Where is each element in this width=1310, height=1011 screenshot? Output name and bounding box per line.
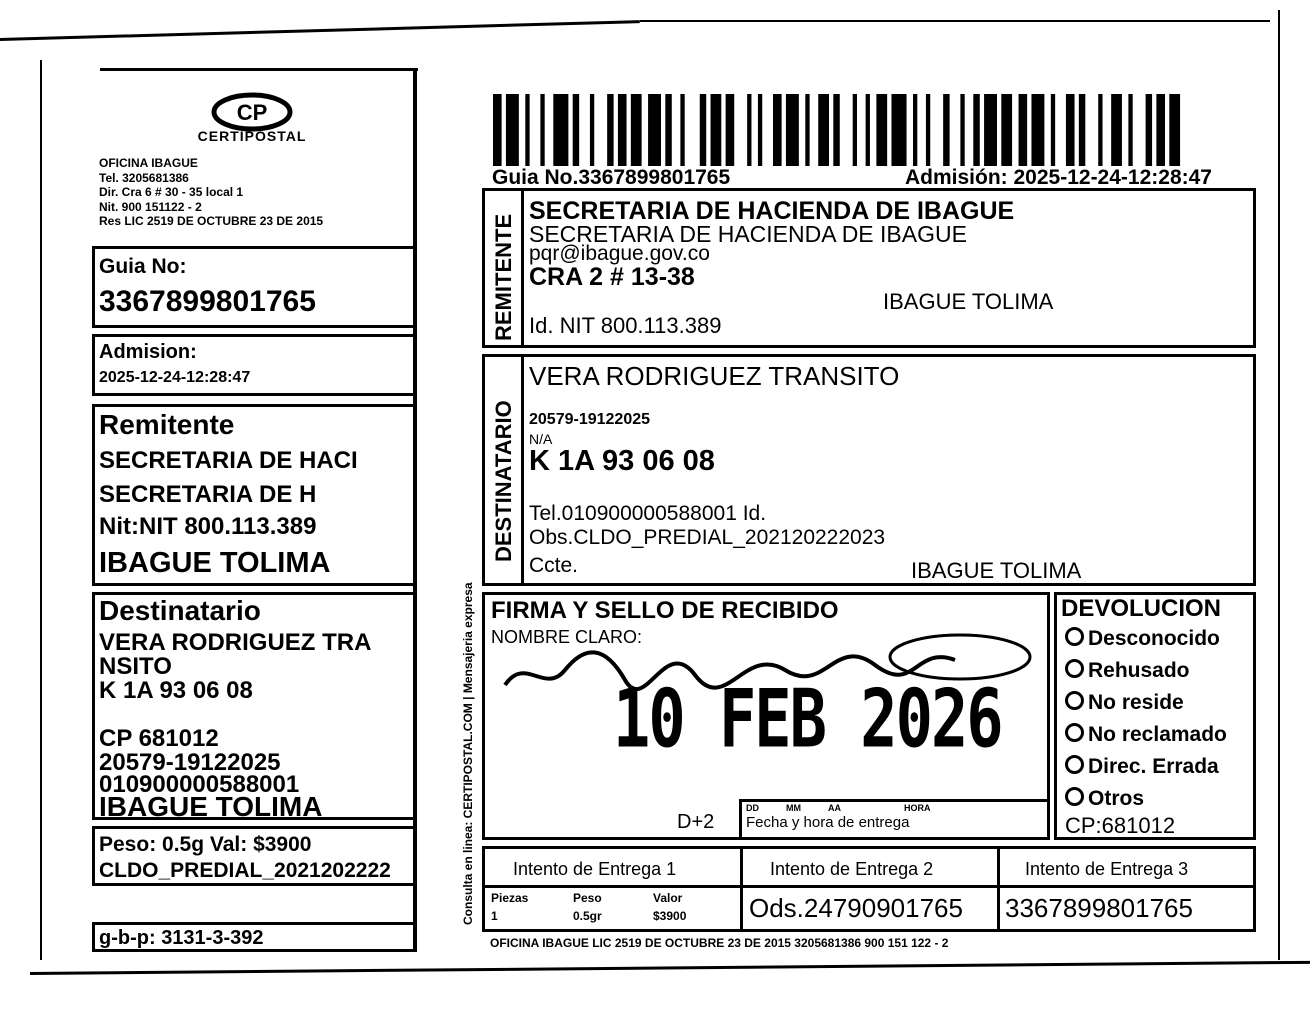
dest-name-line1: VERA RODRIGUEZ TRA <box>99 629 372 656</box>
destinatario-side-label: DESTINATARIO <box>491 400 516 562</box>
return-option-no-reside[interactable]: No reside <box>1065 691 1184 715</box>
rem-name1: SECRETARIA DE HACIENDA DE IBAGUE <box>529 197 1015 225</box>
left-remitente-box <box>92 404 417 586</box>
barcode-bar <box>926 94 930 166</box>
dest-ccte: Ccte. <box>529 554 579 577</box>
piezas-value: 1 <box>491 909 498 923</box>
top-border-line-right <box>640 20 1270 22</box>
intentos-section <box>482 846 1256 932</box>
firma-title: FIRMA Y SELLO DE RECIBIDO <box>491 597 839 624</box>
destinatario-section <box>482 354 1256 586</box>
barcode-bar <box>984 94 997 166</box>
remitente-side-label: REMITENTE <box>491 213 516 341</box>
barcode-bar <box>525 94 529 166</box>
barcode-bar <box>758 94 762 166</box>
delivery-datetime-box <box>739 799 1050 840</box>
bottom-border-line <box>30 961 1310 975</box>
left-guia-box <box>92 246 417 328</box>
guia-number-bottom: 3367899801765 <box>1005 893 1193 923</box>
svg-text:CP: CP <box>236 100 268 125</box>
barcode-bar <box>1019 94 1028 166</box>
remitente-divider <box>521 191 524 345</box>
barcode-bar <box>590 94 594 166</box>
date-col-dd: DD <box>746 803 759 813</box>
top-border-line <box>0 20 640 41</box>
barcode-bar <box>891 94 906 166</box>
radio-icon[interactable] <box>1065 659 1084 678</box>
piezas-label: Piezas <box>491 891 529 905</box>
barcode-bar <box>1098 94 1102 166</box>
remitente-nit: Nit:NIT 800.113.389 <box>99 513 317 540</box>
return-option-direc-errada[interactable]: Direc. Errada <box>1065 755 1219 779</box>
devolucion-title: DEVOLUCION <box>1061 595 1222 622</box>
barcode-bar <box>1001 94 1012 166</box>
barcode-bar <box>876 94 887 166</box>
remitente-city: IBAGUE TOLIMA <box>99 547 331 579</box>
left-admision-box <box>92 334 417 396</box>
barcode-bar <box>665 94 671 166</box>
barcode-bar <box>1128 94 1132 166</box>
right-border-line <box>1278 10 1280 960</box>
peso-label: Peso <box>573 891 602 905</box>
radio-icon[interactable] <box>1065 691 1084 710</box>
barcode-bar <box>943 94 949 166</box>
barcode-bar <box>1079 94 1085 166</box>
rem-id: Id. NIT 800.113.389 <box>529 313 722 338</box>
dest-name: VERA RODRIGUEZ TRANSITO <box>529 361 900 391</box>
barcode-bar <box>700 94 706 166</box>
intentos-divider-h <box>485 885 1253 888</box>
barcode-bar <box>1051 94 1055 166</box>
barcode-bar <box>1111 94 1122 166</box>
office-info <box>99 156 323 229</box>
dest-address-right: K 1A 93 06 08 <box>529 445 715 477</box>
left-destinatario-box <box>92 592 417 820</box>
dest-obs: Obs.CLDO_PREDIAL_202120222023 <box>529 526 886 549</box>
barcode-bar <box>747 94 751 166</box>
dest-tel: Tel.010900000588001 Id. <box>529 502 767 525</box>
barcode-bar <box>618 94 627 166</box>
left-top-line <box>100 68 418 71</box>
dest-cp: CP 681012 <box>99 725 219 752</box>
barcode-bar <box>1169 94 1180 166</box>
rem-email: pqr@ibague.gov.co <box>529 242 710 265</box>
return-option-desconocido[interactable]: Desconocido <box>1065 627 1220 651</box>
observation-ref: CLDO_PREDIAL_2021202222 <box>99 859 391 882</box>
radio-icon[interactable] <box>1065 787 1084 806</box>
office-address: Dir. Cra 6 # 30 - 35 local 1 <box>99 185 244 199</box>
radio-icon[interactable] <box>1065 627 1084 646</box>
barcode-bar <box>506 94 519 166</box>
guia-header: Guia No.3367899801765 <box>492 166 731 189</box>
return-option-rehusado[interactable]: Rehusado <box>1065 659 1190 683</box>
radio-icon[interactable] <box>1065 755 1084 774</box>
rem-name2: SECRETARIA DE HACIENDA DE IBAGUE <box>529 221 967 247</box>
barcode-bar <box>711 94 722 166</box>
return-option-no-reclamado[interactable]: No reclamado <box>1065 723 1227 747</box>
destinatario-divider <box>521 357 524 583</box>
office-phone: Tel. 3205681386 <box>99 170 189 185</box>
dest-name-line2: NSITO <box>99 653 172 680</box>
firma-section <box>482 592 1050 840</box>
vertical-consult-note: Consulta en linea: CERTIPOSTAL.COM | Mensajeria expresa <box>461 582 475 925</box>
barcode-bar <box>553 94 568 166</box>
fecha-hora-label: Fecha y hora de entrega <box>746 814 910 831</box>
dest-phone: 010900000588001 <box>99 771 300 798</box>
rem-address: CRA 2 # 13-38 <box>529 263 695 291</box>
remitente-label: Remitente <box>99 409 235 440</box>
intento-2: Intento de Entrega 2 <box>770 859 934 879</box>
destinatario-label: Destinatario <box>99 595 261 626</box>
barcode-bar <box>1066 94 1075 166</box>
certipostal-logo <box>172 92 332 156</box>
ods-number: Ods.24790901765 <box>749 893 963 923</box>
guia-label: Guia No: <box>99 255 187 278</box>
dest-na: N/A <box>529 431 553 447</box>
remitente-line1: SECRETARIA DE HACI <box>99 447 358 474</box>
date-col-hora: HORA <box>904 803 931 813</box>
remitente-section <box>482 188 1256 348</box>
dest-ref-right: 20579-19122025 <box>529 411 651 428</box>
rem-city: IBAGUE TOLIMA <box>883 289 1054 314</box>
barcode-bar <box>1156 94 1165 166</box>
devolucion-section <box>1054 592 1256 840</box>
barcode-bar <box>973 94 979 166</box>
barcode-bar <box>786 94 799 166</box>
barcode-bar <box>1031 94 1044 166</box>
barcode-bar <box>833 94 839 166</box>
left-gbp-box <box>92 922 417 952</box>
barcode-bar <box>960 94 964 166</box>
intentos-divider-v1 <box>740 849 743 929</box>
nombre-claro-label: NOMBRE CLARO: <box>491 627 643 647</box>
valor-label: Valor <box>653 891 683 905</box>
date-col-mm: MM <box>786 803 801 813</box>
barcode-bar <box>805 94 809 166</box>
barcode-bar <box>866 94 870 166</box>
delivery-term: D+2 <box>677 811 715 833</box>
valor-value: $3900 <box>653 909 687 923</box>
intento-3: Intento de Entrega 3 <box>1025 859 1189 879</box>
office-resolution: Res LIC 2519 DE OCTUBRE 23 DE 2015 <box>99 214 324 228</box>
dest-address: K 1A 93 06 08 <box>99 677 253 704</box>
dest-ref: 20579-19122025 <box>99 749 281 776</box>
admision-header: Admisión: 2025-12-24-12:28:47 <box>905 166 1212 189</box>
barcode-bar <box>773 94 782 166</box>
barcode-bar <box>573 94 579 166</box>
postal-code: CP:681012 <box>1065 813 1176 838</box>
barcode-bar <box>818 94 829 166</box>
barcode-bar <box>680 94 684 166</box>
admision-value: 2025-12-24-12:28:47 <box>99 369 251 386</box>
received-date-stamp: 10 FEB 2026 <box>613 671 1002 766</box>
barcode-bar <box>648 94 661 166</box>
gbp-code: g-b-p: 3131-3-392 <box>99 927 264 949</box>
return-option-otros[interactable]: Otros <box>1065 787 1144 811</box>
barcode-bar <box>607 94 613 166</box>
remitente-line2: SECRETARIA DE H <box>99 481 317 508</box>
barcode-bar <box>631 94 642 166</box>
logo-text: CERTIPOSTAL <box>197 128 307 144</box>
footer-office-info: OFICINA IBAGUE LIC 2519 DE OCTUBRE 23 DE 2015 3205681386 900 151 122 - 2 <box>490 936 949 950</box>
intentos-divider-v2 <box>997 849 1000 929</box>
office-nit: Nit. 900 151122 - 2 <box>99 199 202 214</box>
radio-icon[interactable] <box>1065 723 1084 742</box>
peso-valor: Peso: 0.5g Val: $3900 <box>99 833 312 856</box>
logo-icon <box>172 92 332 156</box>
barcode-bar <box>540 94 544 166</box>
date-col-aa: AA <box>828 803 841 813</box>
office-name: OFICINA IBAGUE <box>99 156 198 170</box>
intento-1: Intento de Entrega 1 <box>513 859 677 879</box>
peso-value: 0.5gr <box>573 909 602 923</box>
left-peso-box <box>92 826 417 886</box>
guia-number: 3367899801765 <box>99 285 316 318</box>
left-border-line <box>40 60 42 960</box>
admision-label: Admision: <box>99 341 197 363</box>
barcode-bar <box>1146 94 1152 166</box>
barcode-bar <box>913 94 917 166</box>
barcode-bar <box>726 94 735 166</box>
dest-city: IBAGUE TOLIMA <box>99 791 323 820</box>
barcode-bar <box>853 94 857 166</box>
barcode <box>493 94 1193 166</box>
barcode-bar <box>493 94 502 166</box>
dest-city-right: IBAGUE TOLIMA <box>911 558 1082 583</box>
